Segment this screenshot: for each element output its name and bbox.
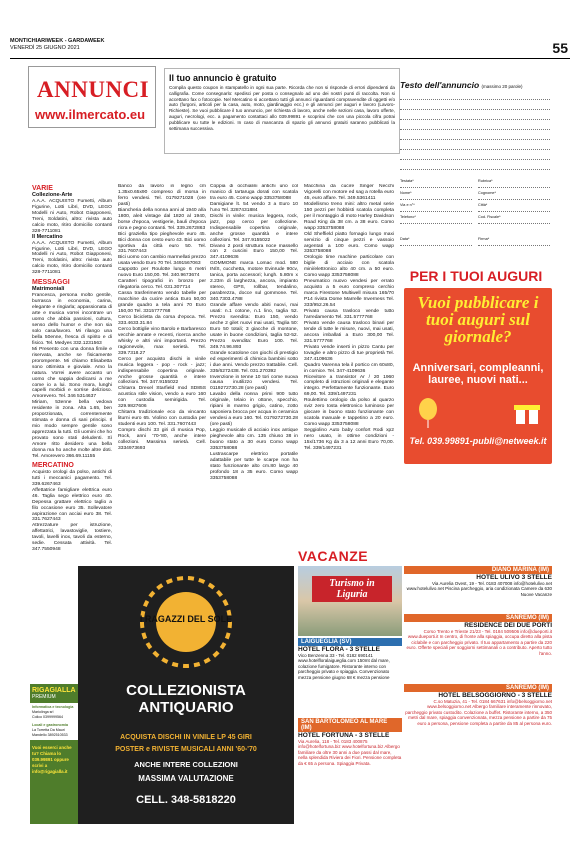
hotel-region: SANREMO (IM) xyxy=(404,684,552,692)
antiquario-brand: I RAGAZZI DEL SOLE xyxy=(139,614,233,624)
page-header xyxy=(10,38,104,51)
hotel-name: HOTEL BELSOGGIORNO - 3 STELLE xyxy=(438,692,552,699)
sub-mercatino: Il Mercatino xyxy=(32,233,63,240)
ad-text: Seggiolino Auto baby confort Rodi xp2 nero usato, in ottime condizioni - 15x/1736 Kg da 3 a 12 anni Euro 70,00. Tel. 339/1497231 xyxy=(304,428,394,451)
ad-text: Lustrascarpe elettrico portatile adattabile per tutte le scarpe non ha stato funzionante alto cm.80 largo 40 profondo 18 a 35 euro. Como wapp 3353758088 xyxy=(210,451,298,481)
ad-text: Caratteri tipografici in bronzo per rilegatoria cerco. Tel. 031.307714 xyxy=(118,279,206,291)
ad-text: Invenzione in tenne 10 tori come nuova causa inutilizzo vendesi. Tel. 0119272730.28 (ore pasti) xyxy=(210,374,298,392)
ad-text: Orologio time machine particolare con biglie di acciaio con scatola mini/elettronico alto 40 cm. a 50 euro. Como wapp 3353758088 xyxy=(304,255,394,279)
ad-text: Old Sheffield piatto fornagio lungo maxi servizio di cinque pezzi e vassoio argentati a 100 euro. Como wapp 3353758088 xyxy=(304,231,394,255)
rigagialla-brand: RIGAGIALLA xyxy=(32,687,76,694)
ad-text: Banco da lavoro in legno cm 1.35x0.65x90 compreso di morsa in ferro vendesi. Tel. 0179271028 (ore pasti) xyxy=(118,184,206,207)
hotel-region: LAIGUEGLIA (SV) xyxy=(298,638,402,646)
auguri-headline: Vuoi pubblicare i tuoi auguri sul giornale? xyxy=(417,293,539,346)
ad-text: Compro dischi 33 giri di musica Pop, Rock, anni '70-'80, anche intere collezioni. Massima serietà. Cell. 3334973693 xyxy=(118,428,206,451)
ad-text: Bici graziella tipo pieghevole euro 45. Bici donna con cesto euro 43. Bici uomo sportiva da città euro 50. Tel. 331.7607443 xyxy=(118,231,206,255)
ad-text: Cerco bicicletta da corsa d'epoca. Tel. 333.4633.31.84 xyxy=(118,314,206,326)
page-number: 55 xyxy=(552,40,568,56)
info-text: Compila questo coupon in stampatello in ogni sua parte. Ricorda che non si risponde di errori dipendenti da calligrafia. Come consegnarlo: spedisci per posta o consegnalo ad uno dei nostri punti di raccolta. Non si accettano fax o fotocopie. Nel Mercatino si accettano tutti gli annunci riguardanti compravendite di oggetti e/o auto (furgoni, articoli per la casa, auto, moto, giardinaggio ecc.) e gli annunci per auguri e lavoro (Lavoro-Richieste). Se vuoi pubblicare il tuo annuncio, per richiesta di lavoro, anche nelle sezioni casa, lavoro offerte, auguri, necrologi, ecc. a pagamento contattaci allo 039.99891 e scoprirai che con una piccola cifra potrai pubblicare su tutte le edizioni. In caso di mancanza di spazio gli annunci gratuiti saranno pubblicati la settimana successiva. xyxy=(169,85,395,131)
ad-text: Macchina da cucire Singer Necchi Vigorelli con motore ed sag a rotella euro 45, euro affare. Tel. 349.5361411 xyxy=(304,184,394,201)
ad-text: Cerco bottiglie vino Barolo e Barbaresco vecchie annate e recenti, ricerca anche whisky e altri vini importanti. Prezzo ragionevole, max serietà. Tel. 339.7318.27 xyxy=(118,326,206,356)
form-label[interactable]: Testata* xyxy=(400,176,472,188)
info-box xyxy=(164,68,400,154)
column-3 xyxy=(210,184,298,546)
sub-matrimoniali: Matrimoniali xyxy=(32,286,65,293)
hotel-name: RESIDENCE DEI DUE PORTI xyxy=(464,622,552,629)
publication-name: MONTICHIARIWEEK - GARDAWEEK xyxy=(10,38,105,44)
ad-text: Cerco per acquisto dischi in vinile musica leggera - pop - rock - jazz; indispensabile copertina originale. Anche grosse quantità e intere collezioni. Tel. 347.9155022 xyxy=(118,356,206,386)
header-divider xyxy=(10,58,570,59)
ad-text: Coppia di occhialini antichi uno col manico di tartaruga dorati con scatola tra euro 45. Como wapp 3353758088 xyxy=(210,184,298,201)
hotel-listing[interactable] xyxy=(298,638,402,716)
hotel-region: SANREMO (IM) xyxy=(404,614,552,622)
annunci-title: ANNUNCI xyxy=(37,77,150,102)
antiquario-headline: COLLEZIONISTA ANTIQUARIO xyxy=(126,682,246,716)
rigagialla-row: Mariolinga srl xyxy=(32,710,54,714)
rigagialla-cta[interactable]: Vuoi esserci anche tu? Chiama lo 039.99891 oppure scrivi a info@rigagialla.it xyxy=(32,745,72,774)
ad-text: Chitarra Drexel Starfield mod SD85S acustica stile vision, vendo a euro 160 con custodia semirigida. Tel. 329.9827606 xyxy=(118,386,206,410)
hotel-region: DIANO MARINA (IM) xyxy=(404,566,552,574)
hotel-text: C.so Matuzia, 41 - Tel. 0184 667631 info@belsoggiorno.net www.belsoggiorno.net Albergo familiare interamente rinnovato, parcheggio privato custodito. Colazione a buffet. Ristorante interno, a 350 metri dal mare, spiaggia convenzionata, mezza pensione a partire da 75 euro a persona, pensione completa a partire da 85 al persona euro. xyxy=(405,699,552,726)
ad-text: Bici uomo con cambio marmellati prezzo usata vendo Euro 70 Tel. 3491567063 xyxy=(118,255,206,267)
rigagialla-cat: Locali e gastronomia xyxy=(32,723,68,727)
ad-text: Affettatrice famigliare elettrica euro 46. Taglia sego elettrico euro 40. Depessa grattare elettrico taglio a filo occasione euro 35. Sollevatore aspirazione con acciai euro 38. Tel. 331.7627443 xyxy=(32,487,112,523)
hotel-text: Corso Trento e Trieste 21/23 - Tel. 0184 509506 info@dueporti.it www.dueporti.it In centro, di fronte alla spiaggia, occupa diretto alla pista ciclabile e con parcheggio privato. Il tuo appartamento a partire da 220 euro. Offerte speciali per soggiorni settimanali o a contributo. Aperto tutto l'anno. xyxy=(406,629,552,656)
ad-text: Privato vende causa trasloco binari per tende di tutte le misure, nuovi, mai usati, ancora imballati a Euro 300,00 Tel. 331.5777768 xyxy=(304,320,394,344)
gift-icon xyxy=(514,400,540,426)
hotel-name: HOTEL FLORA - 3 STELLE xyxy=(298,646,380,653)
ad-text: GOMMONE marca Lomac mod. 580 IN/S, cucchetta, motore Evinrude 90cv, tanica, porta accessori; lungh. 5.80m x 2.23m di larghezza, ancora, impianto stereo, GPS, rollbar, tendalino, parabrezza, docce sul gommone. Tel. 340.7303.4788 xyxy=(210,261,298,303)
rigagialla-row: Mandello 3892510533 xyxy=(32,733,68,737)
ad-text: Damigiane lt. 54 vendo 3 a Euro 10 l'uno Tel. 3287431884 xyxy=(210,201,298,213)
ad-text: Miriam, 53enne bella vedova residente in zona. Alta 1.65, ben proporzionata, correntemente stimata e donna di sani principi. Il mio modo sempre gentile sono apprezzata la tutti. Gli uomini che ho provato sono stati deludenti. Sì Amore ritto desidero una bella donna ma ho anche molte altre doti. Tel. Amorevero 366.69.11155 xyxy=(32,400,112,459)
coupon-form xyxy=(400,80,550,262)
form-label[interactable]: Telefono* xyxy=(400,212,472,224)
ad-text: Dischi in vinile: musica leggera, rock, jazz, pop cerco per collezione. Indispensabile copertina originale, anche grosse quantità e intere collezioni. Tel. 347.9155022 xyxy=(210,213,298,243)
publication-date: VENERDÌ 25 GIUGNO 2021 xyxy=(10,44,80,51)
rigagialla-cat: Informatica e tecnologia xyxy=(32,705,74,709)
hotel-text: Vico Benzenna 33 - Tel. 0182 690141 www.hotelfloralaigueglia.com 150mt dal mare, colazione fumigatore. Ristorante interno con parcheggio privato e spiaggia. Convenzionato mezza pensione giugno 68 € mezza pensione xyxy=(298,653,390,680)
antiquario-line4: MASSIMA VALUTAZIONE xyxy=(138,774,234,783)
form-label[interactable]: Nome* xyxy=(400,188,472,200)
antiquario-ad[interactable] xyxy=(78,566,294,824)
antiquario-phone[interactable]: CELL. 348-5818220 xyxy=(136,794,236,806)
turismo-liguria xyxy=(298,566,402,636)
form-label[interactable]: Firma* xyxy=(478,234,550,246)
form-note: (massimo 20 parole) xyxy=(481,84,523,89)
column-1 xyxy=(32,184,112,560)
column-4 xyxy=(304,184,394,546)
auguri-subline: Anniversari, compleanni, lauree, nuovi nati... xyxy=(412,362,544,386)
ad-text: Ricevitore a transistor Ar / 20 1960 completo di istruzioni originali e elegante integro. Perfettamente funzionante. Euro 69,00. Tel. 339/1497231 xyxy=(304,374,394,398)
column-2 xyxy=(118,184,206,546)
ad-text: Leggio musicale di acciaio inox antique pieghevole alto cm. 135 chiuso 38 in buono stato a 30 euro Como wapp 3353758088 xyxy=(210,428,298,451)
hotel-listing[interactable] xyxy=(404,684,552,768)
hotel-text: Via Aurelia, 118 - Tel. 0183 400875 info@hotelfortuna.biz www.hotelfortuna.biz Albergo familiare da oltre 30 anni a due passi dal mare, nella splendida Riviera dei Fiori. Pensione completa da € 65 a persona. Spiaggia Privata. xyxy=(298,739,402,766)
section-mercatino: MERCATINO xyxy=(32,461,74,469)
rigagialla-listing xyxy=(30,703,78,740)
rigagialla-row: La Torretta Da Mauri xyxy=(32,728,65,732)
ad-text: Mi Presento con una donna fimile e riservata, anche se fisicamente prorompente. Mi chiamo Elisabetta sono ottimista e gioviale. Amo la natura. Vorrei avere accanto un uomo che sappia dedicarsi a me come io a lui. Sono mora, lunghi capelli morbidi e sorrise delizioso. Amorevero. Tel. 346 5314637 xyxy=(32,346,112,400)
annunci-logo-box xyxy=(28,66,156,128)
form-label[interactable]: Via e n°* xyxy=(400,200,472,212)
balloon-icon xyxy=(416,398,440,428)
ad-text: Grande affare vendo abiti nuovi, mai usati: n.1 cotone, n.1 lino, taglia 52. Prezzo svendita: Euro 150, vendo anche 2 gilet nuovi mai usati, Taglia 50: Euro 50 totali; 3 giacche di montone, usate in buone condizioni, taglia 52-52. Prezzo svendita: Euro 100. Tel. 349.74.96.893 xyxy=(210,303,298,350)
form-title: Testo dell'annuncio (massimo 20 parole) xyxy=(400,80,523,90)
rigagialla-tag: PREMIUM xyxy=(32,694,56,700)
ad-text: Divano 2 posti struttura noce massello con 2 cuscini Euro 150,00 Tel. 347.4109636 xyxy=(210,243,298,261)
vacanze-title: VACANZE xyxy=(298,548,369,564)
hotel-listing[interactable] xyxy=(404,614,552,680)
annunci-url[interactable]: www.ilmercato.eu xyxy=(35,107,146,122)
antiquario-line2: POSTER e RIVISTE MUSICALI ANNI '60-'70 xyxy=(115,746,257,753)
antiquario-line1: ACQUISTA DISCHI IN VINILE LP 45 GIRI xyxy=(120,734,252,741)
antiquario-line3: ANCHE INTERE COLLEZIONI xyxy=(134,760,238,769)
ad-text: A.A.A. ACQUISTO Fumetti, Album Figurine, Lotti Libri, DVD, LEGO Modelli ni Auto, Robot Giapponesi, Treni, Soldatini, altro: rivista auto calcio moto, ritiro domicilio contanti 328-7711081 xyxy=(32,240,112,276)
hotel-listing[interactable] xyxy=(404,566,552,612)
ad-text: Privato vende inserti in pizzo Cantu per tovaglie e altro pizzo di tue proprietà Tel. 347.4109636 xyxy=(304,344,394,362)
section-messaggi: MESSAGGI xyxy=(32,279,70,287)
ad-text: A.A.A. ACQUISTO Fumetti, Album Figurine, Lotti Libri, DVD, LEGO Modelli ni Auto, Robot Giapponesi, Treni, Soldatini, altro: rivista auto calcio moto, ritiro domicilio contanti 328-7711081 xyxy=(32,198,112,234)
hotel-name: HOTEL ULIVO 3 STELLE xyxy=(476,574,552,581)
sub-collezione: Collezione-Arte xyxy=(32,191,73,198)
rigagialla-ad[interactable] xyxy=(30,684,78,824)
ad-text: Chitarra tradizionale eco da vincanto liturni euro 65. Violino con custodia per studenti euro 100. Tel. 331.7607443 xyxy=(118,410,206,428)
ad-text: Pneumatico nuovo vendesi per errato acquisto a 5 euro compreso cerchio marca Firestone Multiwell misura 165/70 P14 rivista Dome Marrelle Inverness Tel. 333/952.26.54 xyxy=(304,279,394,309)
ad-text: Cappotto per Roulotte lungo 6 metri nuovo Euro 150,00. Tel. 340.9673674 xyxy=(118,267,206,279)
ad-text: Modellismo treno mini: altro metal serie 150 pezzi per hobbisti scatola completa per il montaggio di moto Harley Davidson Road King da 38 cm. a 38 euro. Como wapp 3353758088 xyxy=(304,201,394,231)
auguri-phone[interactable]: Tel. 039.99891-publi@netweek.it xyxy=(409,436,547,446)
form-label[interactable]: Città* xyxy=(478,200,550,212)
ad-text: Acquisto orologi da polso, antichi di tutti i meccanici pagamento. Tel. 339.6267463 xyxy=(32,469,112,487)
ad-text: Attrezzature per istruzione, affettatrici, lavastoviglie, tostiere, tavoli, lavelli inox, tavoli da esterno, sedie. Cessata attività. Tel. 347.7550948 xyxy=(32,523,112,553)
ad-text: Francesca, persona molto gentile, burrasca in economia, carina, elegante e ringiarla; appassionata di arte e musica vorrei incontrare un uomo che abbia passioni, cultura, senso dello humor e che non sia solo casa/lavoro. Mi rilango una bella 50enne, fresca di spirito e di fisico. Tel. Medyes 332.1231563 xyxy=(32,293,112,346)
hotel-name: HOTEL FORTUNA - 3 STELLE xyxy=(298,732,390,739)
ad-text: Cassa trasferimento vendo tabelle per macchine da cucire antica Euro 50,00 grande quadro a tela anni 70 Euro 150,00 Tel. 3315777768 xyxy=(118,291,206,315)
ad-text: Lavabo della nonna primi 900 tutto originale, telaio in ottone, specchio, ripiani in marmo grigio, catino, zotto saponiera brocca per acqua in ceramica vendesi a euro 160. Tel. 0179272730.28 (ore pasti) xyxy=(210,392,298,428)
hotel-text: Via Aurelia Ovest, 19 - Tel. 0183 407008 info@hotelulivo.net www.hotelulivo.net Piscina parcheggio, aria condizionata Camere da 630 Nuove Vacanze xyxy=(406,581,552,597)
rigagialla-row: Colico 0399999564 xyxy=(32,715,63,719)
form-text-lines[interactable] xyxy=(400,90,550,170)
hotel-region: SAN BARTOLOMEO AL MARE (IM) xyxy=(298,718,402,732)
form-labels xyxy=(400,176,550,246)
form-label[interactable]: Cognome* xyxy=(478,188,550,200)
form-label[interactable]: Cod. Fiscale* xyxy=(478,212,550,224)
hotel-listing[interactable] xyxy=(298,718,402,808)
form-label[interactable]: Data* xyxy=(400,234,472,246)
form-label[interactable]: Rubrica* xyxy=(478,176,550,188)
ad-text: Grande scatolone con giochi di prestigio ed esperimenti di chimica bambini sotto i due anni. Vendo prezzo trattabile. Cell. 335/6272438. Tel. 031.270392 xyxy=(210,350,298,374)
info-title: Il tuo annuncio è gratuito xyxy=(169,73,277,83)
ad-text: Privato causa trasloco vende tutto l'arredamento Tel. 331.5777768 xyxy=(304,309,394,320)
auguri-ad[interactable] xyxy=(404,288,552,464)
turismo-title: Turismo in Liguria xyxy=(312,576,392,602)
ad-text: Roulettimo orologio da polso al quarzo sviz zero tosta elettronico luminoso per giocare in buono stato funzionante con scatola manuale e tappetino a 20 euro. Como wapp 3353758088 xyxy=(304,398,394,428)
ad-text: Quadro Varenna tela il portico cm 60x80, in cornice. Tel. 347-4109636 xyxy=(304,362,394,374)
ad-text: Biancheria della nonna anni al 1940 al/a 1800, aleit vintage dal 1820 al 1940, borse d'epoca, vestigerie, bauli d'epoca ricra e pegno contanti. Tel. 339.2672863 xyxy=(118,207,206,231)
auguri-title: PER I TUOI AUGURI xyxy=(409,268,543,284)
section-varie: VARIE xyxy=(32,185,53,192)
